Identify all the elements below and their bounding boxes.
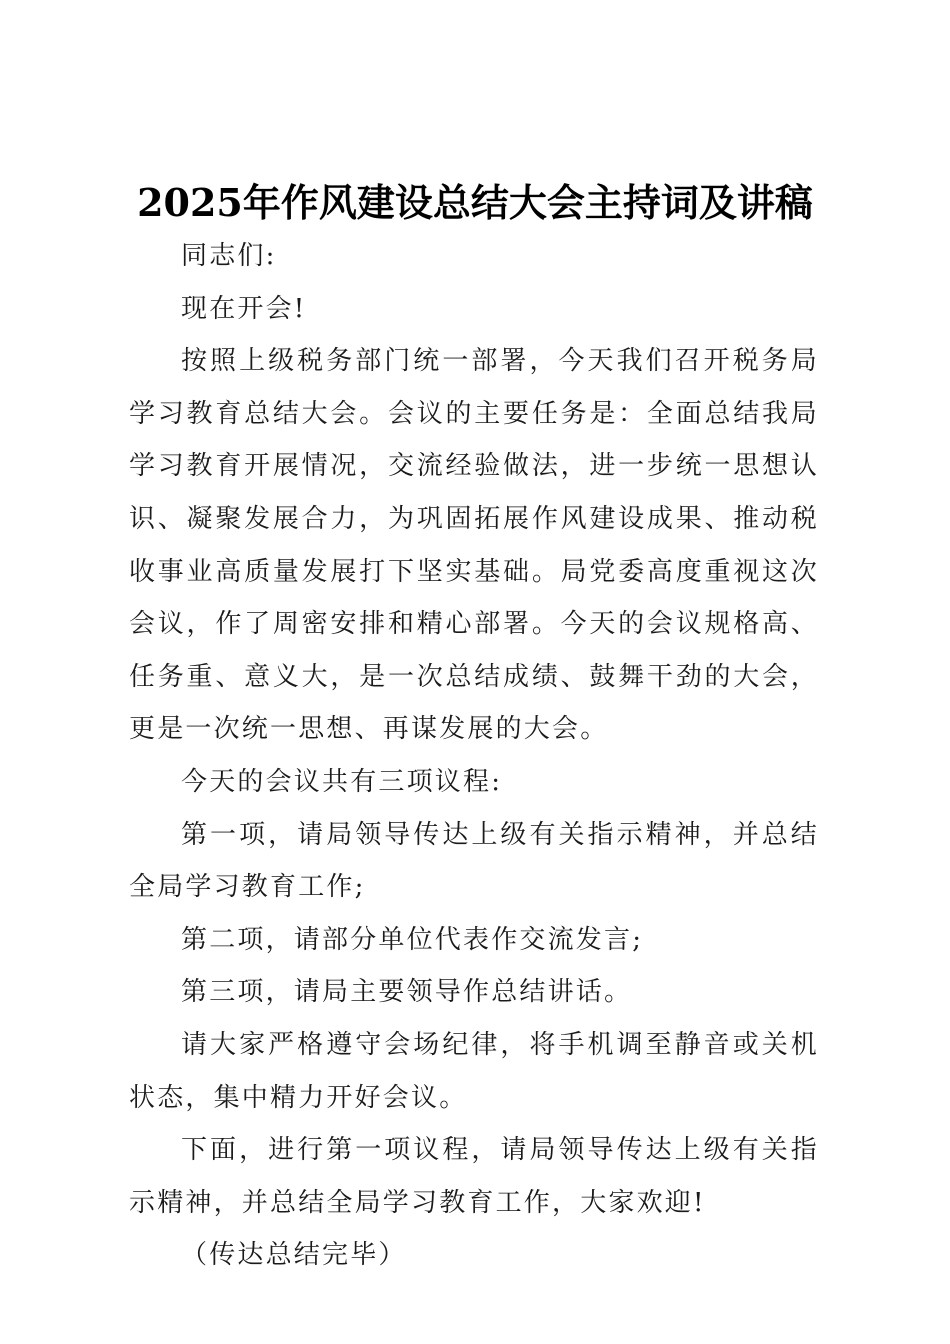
paragraph-introduction: 按照上级税务部门统一部署，今天我们召开税务局学习教育总结大会。会议的主要任务是：全面总结我局学习教育开展情况，交流经验做法，进一步统一思想认识、凝聚发展合力，为巩固拓展作风建设成果、推动税收事业高质量发展打下坚实基础。局党委高度重视这次会议，作了周密安排和精心部署。今天的会议规格高、任务重、意义大，是一次总结成绩、鼓舞干劲的大会，更是一次统一思想、再谋发展的大会。 bbox=[129, 346, 819, 745]
paragraph-agenda-intro: 今天的会议共有三项议程: bbox=[181, 766, 503, 797]
paragraph-note: （传达总结完毕） bbox=[181, 1240, 407, 1271]
document-title: 2025年作风建设总结大会主持词及讲稿 bbox=[137, 180, 813, 225]
paragraph-first-agenda: 下面，进行第一项议程，请局领导传达上级有关指示精神，并总结全局学习教育工作，大家欢迎! bbox=[129, 1135, 819, 1218]
paragraph-agenda-item-3: 第三项，请局主要领导作总结讲话。 bbox=[181, 977, 633, 1008]
paragraph-agenda-item-2: 第二项，请部分单位代表作交流发言; bbox=[181, 924, 644, 955]
document-body bbox=[129, 230, 819, 1282]
paragraph-discipline: 请大家严格遵守会场纪律，将手机调至静音或关机状态，集中精力开好会议。 bbox=[129, 1029, 819, 1113]
paragraph-opening: 现在开会! bbox=[181, 293, 307, 324]
paragraph-greeting: 同志们: bbox=[181, 241, 277, 271]
paragraph-agenda-item-1: 第一项，请局领导传达上级有关指示精神，并总结全局学习教育工作; bbox=[129, 819, 819, 903]
